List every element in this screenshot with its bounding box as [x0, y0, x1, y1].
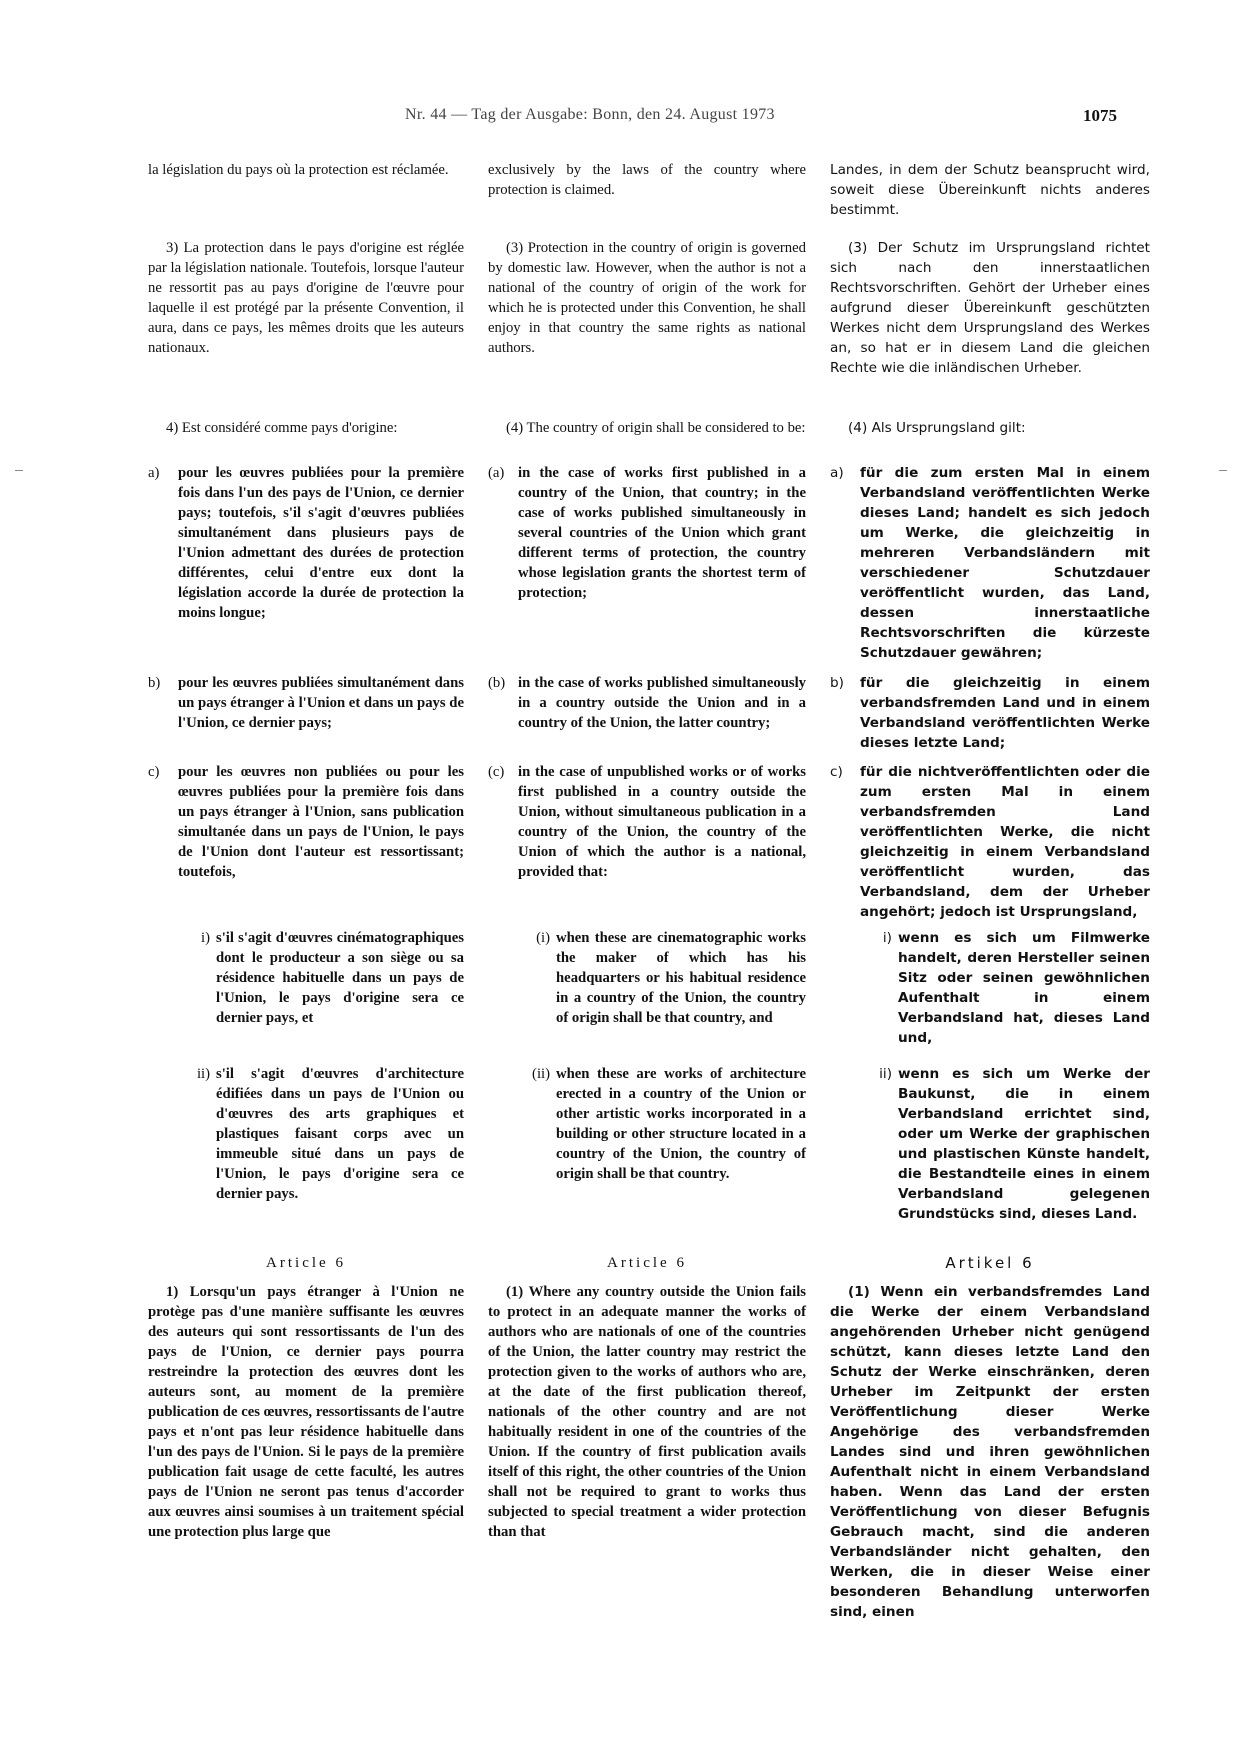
french-paragraph-3: 3) La protection dans le pays d'origine est réglée par la législation nationale. Toutefois, lorsque l'auteur ne ressortit pas au pays d'origine de l'œuvre pour laquelle il est protégé par la présente Convention, il aura, dans ce pays, les mêmes droits que les auteurs nationaux. [148, 240, 464, 356]
margin-mark [15, 470, 23, 471]
english-sub-i: (i) when these are cinematographic works the maker of which has his headquarters or his habitual residence in a country of the Union, the country of origin shall be that country, and [536, 930, 806, 1026]
german-paragraph-4: (4) Als Ursprungsland gilt: [848, 420, 1026, 436]
french-item-c: c) pour les œuvres non publiées ou pour les œuvres publiées pour la première fois dans un pays étranger à l'Union, sans publication simultanée dans un pays de l'Union, le pays de l'Union dont l'auteur est ressortissant; toutefois, [148, 764, 464, 880]
issue-line: Nr. 44 — Tag der Ausgabe: Bonn, den 24. August 1973 [405, 106, 775, 123]
page-number: 1075 [1083, 106, 1117, 125]
english-sub-ii: (ii) when these are works of architecture erected in a country of the Union or other artistic works incorporated in a building or other structure located in a country of the Union, the country of origin shall be that country. [532, 1066, 806, 1182]
german-item-b: b) für die gleichzeitig in einem verbandsfremden Land und in einem Verbandsland veröffentlichten Werke dieses letzte Land; [830, 675, 1150, 751]
german-item-c: c) für die nichtveröffentlichten oder die zum ersten Mal in einem verbandsfremden Land veröffentlichten Werke, die nicht gleichzeitig in einem Verbandsland veröffentlicht wurden, das Verbandsland, dem der Urheber angehört; jedoch ist Ursprungsland, [830, 764, 1150, 920]
german-article-6-paragraph-1: (1) Wenn ein verbandsfremdes Land die Werke der einem Verbandsland angehörenden Urheber nicht genügend schützt, kann dieses letzte Land den Schutz der Werke einschränken, deren Urheber im Zeitpunkt der ersten Veröffentlichung dieser Werke Angehörige des verbandsfremden Landes sind und ihren gewöhnlichen Aufenthalt nicht in einem Verbandsland haben. Wenn das Land der ersten Veröffentlichung von dieser Befugnis Gebrauch macht, sind die anderen Verbandsländer nicht gehalten, den Werken, die in dieser Weise einer besonderen Behandlung unterworfen sind, einen [830, 1284, 1150, 1620]
german-intro: Landes, in dem der Schutz beansprucht wird, soweit diese Übereinkunft nichts anderes bestimmt. [830, 162, 1150, 218]
french-article-heading: Article 6 [266, 1255, 346, 1271]
english-item-c: (c) in the case of unpublished works or of works first published in a country outside the Union, without simultaneous publication in a country of the Union, the country of the Union of which the author is a national, provided that: [488, 764, 806, 880]
english-paragraph-3: (3) Protection in the country of origin is governed by domestic law. However, when the author is not a national of the country of origin of the work for which he is protected under this Convention, he shall enjoy in that country the same rights as national authors. [488, 240, 806, 356]
french-item-a: a) pour les œuvres publiées pour la première fois dans l'un des pays de l'Union, ce dernier pays; toutefois, s'il s'agit d'œuvres publiées simultanément dans plusieurs pays de l'Union admettant des durées de protection différentes, celui d'entre eux dont la législation accorde la durée de protection la moins longue; [148, 465, 464, 621]
english-article-heading: Article 6 [607, 1255, 687, 1271]
french-sub-ii: ii) s'il s'agit d'œuvres d'architecture édifiées dans un pays de l'Union ou d'œuvres des arts graphiques et plastiques faisant corps avec un immeuble situé dans un pays de l'Union, le pays d'origine sera ce dernier pays. [196, 1066, 464, 1202]
english-item-a: (a) in the case of works first published in a country of the Union, that country; in the case of works published simultaneously in several countries of the Union which grant different terms of protection, the country whose legislation grants the shortest term of protection; [488, 465, 806, 601]
english-item-b: (b) in the case of works published simultaneously in a country outside the Union and in a country of the Union, the latter country; [488, 675, 806, 731]
french-item-b: b) pour les œuvres publiées simultanément dans un pays étranger à l'Union et dans un pays de l'Union, ce dernier pays; [148, 675, 464, 731]
german-sub-i: i) wenn es sich um Filmwerke handelt, deren Hersteller seinen Sitz oder seinen gewöhnlichen Aufenthalt in einem Verbandsland hat, dieses Land und, [882, 930, 1150, 1046]
german-paragraph-3: (3) Der Schutz im Ursprungsland richtet sich nach den innerstaatlichen Rechtsvorschriften. Gehört der Urheber eines aufgrund dieser Übereinkunft geschützten Werkes nicht dem Ursprungsland des Werkes an, so hat er in diesem Land die gleichen Rechte wie die inländischen Urheber. [830, 240, 1150, 376]
margin-mark [1219, 470, 1227, 471]
german-sub-ii: ii) wenn es sich um Werke der Baukunst, die in einem Verbandsland errichtet sind, oder um Werke der graphischen und plastischen Künste handelt, die Bestandteile eines in einem Verbandsland gelegenen Grundstücks sind, dieses Land. [879, 1066, 1150, 1222]
french-sub-i: i) s'il s'agit d'œuvres cinématographiques dont le producteur a son siège ou sa résidence habituelle dans un pays de l'Union, le pays d'origine sera ce dernier pays, et [201, 930, 464, 1026]
french-intro: la législation du pays où la protection est réclamée. [148, 162, 449, 178]
english-paragraph-4: (4) The country of origin shall be considered to be: [506, 420, 806, 436]
english-intro: exclusively by the laws of the country where protection is claimed. [488, 162, 806, 198]
german-item-a: a) für die zum ersten Mal in einem Verbandsland veröffentlichten Werke dieses Land; handelt es sich jedoch um Werke, die gleichzeitig in mehreren Verbandsländern mit verschiedener Schutzdauer veröffentlicht wurden, das Land, dessen innerstaatliche Rechtsvorschriften die kürzeste Schutzdauer gewähren; [830, 465, 1150, 661]
french-article-6-paragraph-1: 1) Lorsqu'un pays étranger à l'Union ne protège pas d'une manière suffisante les œuvres des auteurs qui sont ressortissants de l'un des pays de l'Union, ce dernier pays pourra restreindre la protection des œuvres dont les auteurs sont, au moment de la première publication de ces œuvres, ressortissants de l'autre pays et n'ont pas leur résidence habituelle dans l'un des pays de l'Union. Si le pays de la première publication fait usage de cette faculté, les autres pays de l'Union ne seront pas tenus d'accorder aux œuvres ainsi soumises à un traitement spécial une protection plus large que [148, 1284, 464, 1540]
english-article-6-paragraph-1: (1) Where any country outside the Union fails to protect in an adequate manner the works of authors who are nationals of one of the countries of the Union, the latter country may restrict the protection given to the works of authors who are, at the date of the first publication thereof, nationals of the other country and are not habitually resident in one of the countries of the Union. If the country of first publication avails itself of this right, the other countries of the Union shall not be required to grant to works thus subjected to special treatment a wider protection than that [488, 1284, 806, 1540]
french-paragraph-4: 4) Est considéré comme pays d'origine: [166, 420, 398, 436]
page-header [0, 106, 1237, 132]
german-article-heading: Artikel 6 [945, 1254, 1035, 1272]
